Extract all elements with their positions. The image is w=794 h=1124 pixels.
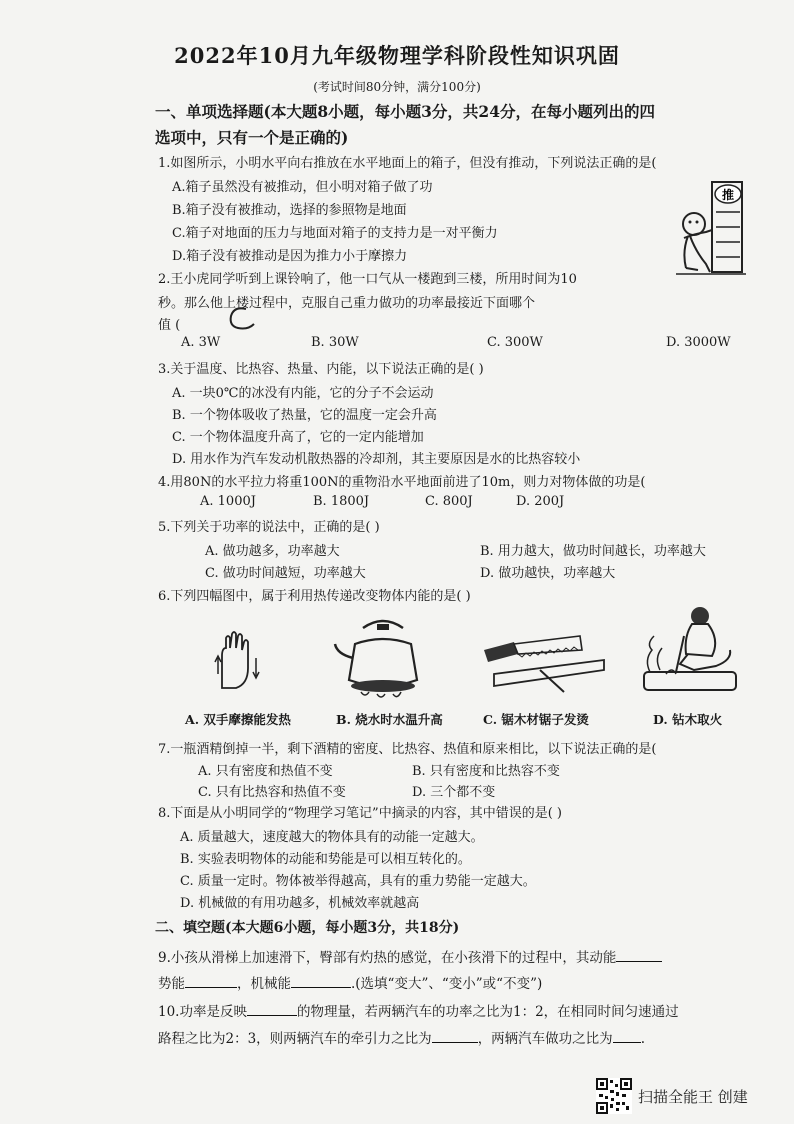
q1-option-c: C.箱子对地面的压力与地面对箱子的支持力是一对平衡力 [172,226,498,241]
q1-option-b: B.箱子没有被推动，选择的参照物是地面 [172,203,407,218]
q10-blank-force-ratio[interactable] [432,1042,478,1043]
q10-line2-text-c: . [640,1031,645,1047]
section1-heading-line2: 选项中，只有一个是正确的) [155,128,349,147]
q2-option-c: C. 300W [487,335,543,350]
q4-option-d: D. 200J [516,494,565,509]
q6-caption-a: A. 双手摩擦能发热 [185,712,291,727]
q8-option-d: D. 机械做的有用功越多，机械效率就越高 [180,896,420,911]
q5-option-d: D. 做功越快，功率越大 [480,566,616,581]
q7-stem: 7.一瓶酒精倒掉一半，剩下酒精的密度、比热容、热值和原来相比，以下说法正确的是( [158,742,657,757]
q10-line1-text-b: 的物理量，若两辆汽车的功率之比为1：2，在相同时间匀速通过 [296,1004,679,1020]
q3-option-d: D. 用水作为汽车发动机散热器的冷却剂，其主要原因是水的比热容较小 [172,452,581,467]
q9-line2-text-a: 势能 [158,976,185,992]
exam-subtitle: (考试时间80分钟，满分100分) [313,80,481,94]
q10-line1 [158,1000,679,1020]
section1-heading-line1: 一、单项选择题(本大题8小题，每小题3分，共24分，在每小题列出的四 [155,102,655,121]
q9-line2-text-c: .(选填“变大”、“变小”或“不变”) [351,976,543,992]
q9-line1 [158,946,662,966]
q10-line2-text-b: ，两辆汽车做功之比为 [477,1031,613,1047]
q3-stem: 3.关于温度、比热容、热量、内能，以下说法正确的是( ) [158,362,484,377]
handwritten-answer-mark [224,304,260,332]
q6-caption-d: D. 钻木取火 [653,712,723,727]
q2-stem-line2: 秒。那么他上楼过程中，克服自己重力做功的功率最接近下面哪个 [158,296,536,311]
q9-blank-potential[interactable] [185,987,237,988]
q1-figure-label: 推 [722,188,735,202]
q5-option-a: A. 做功越多，功率越大 [205,544,340,559]
q7-option-b: B. 只有密度和比热容不变 [412,764,560,779]
qr-code-icon [596,1078,632,1114]
q2-option-b: B. 30W [311,335,359,350]
q10-line2 [158,1027,645,1047]
q9-line2 [158,972,542,992]
q2-option-d: D. 3000W [666,335,731,350]
q6-caption-c: C. 锯木材锯子发烫 [483,712,589,727]
q10-blank-meaning[interactable] [247,1015,297,1016]
q1-push-box-figure [676,172,746,278]
q6-figure-saw-wood [480,632,606,696]
q2-stem-line3: 值 ( [158,318,181,333]
exam-title: 2022年10月九年级物理学科阶段性知识巩固 [174,43,620,68]
q4-stem: 4.用80N的水平拉力将重100N的重物沿水平地面前进了10m，则力对物体做的功是( [158,475,646,490]
q3-option-b: B. 一个物体吸收了热量，它的温度一定会升高 [172,408,437,423]
q1-option-a: A.箱子虽然没有被推动，但小明对箱子做了功 [172,180,433,195]
q2-option-a: A. 3W [181,335,221,350]
q10-line1-text-a: 10.功率是反映 [158,1004,247,1020]
q8-option-a: A. 质量越大，速度越大的物体具有的动能一定越大。 [180,830,484,845]
q1-stem: 1.如图所示，小明水平向右推放在水平地面上的箱子，但没有推动，下列说法正确的是( [158,156,657,171]
q3-option-c: C. 一个物体温度升高了，它的一定内能增加 [172,430,424,445]
q8-option-c: C. 质量一定时。物体被举得越高，具有的重力势能一定越大。 [180,874,536,889]
section2-heading: 二、填空题(本大题6小题，每小题3分，共18分) [155,920,460,936]
q5-stem: 5.下列关于功率的说法中，正确的是( ) [158,520,380,535]
scanner-watermark: 扫描全能王 创建 [638,1088,748,1106]
q4-option-b: B. 1800J [313,494,370,509]
q5-option-b: B. 用力越大，做功时间越长，功率越大 [480,544,706,559]
q10-blank-work-ratio[interactable] [613,1042,641,1043]
q9-line2-text-b: ，机械能 [237,976,291,992]
q3-option-a: A. 一块0℃的冰没有内能，它的分子不会运动 [172,386,434,401]
q7-option-d: D. 三个都不变 [412,785,496,800]
q5-option-c: C. 做功时间越短，功率越大 [205,566,366,581]
q6-figure-hands-rubbing [212,628,264,692]
q9-blank-mechanical[interactable] [291,987,351,988]
q7-option-a: A. 只有密度和热值不变 [198,764,333,779]
q6-stem: 6.下列四幅图中，属于利用热传递改变物体内能的是( ) [158,589,471,604]
q8-stem: 8.下面是从小明同学的“物理学习笔记”中摘录的内容，其中错误的是( ) [158,806,562,821]
q6-figure-drill-fire [636,600,742,700]
q4-option-c: C. 800J [425,494,473,509]
q9-line1-text: 9.小孩从滑梯上加速滑下，臀部有灼热的感觉，在小孩滑下的过程中，其动能 [158,950,617,966]
q4-option-a: A. 1000J [200,494,256,509]
q9-blank-kinetic[interactable] [616,961,662,962]
q2-stem-line1: 2.王小虎同学听到上课铃响了，他一口气从一楼跑到三楼，所用时间为10 [158,272,577,287]
q10-line2-text-a: 路程之比为2：3，则两辆汽车的牵引力之比为 [158,1031,432,1047]
q6-figure-kettle [333,614,433,700]
q1-option-d: D.箱子没有被推动是因为推力小于摩擦力 [172,249,408,264]
q6-caption-b: B. 烧水时水温升高 [336,712,443,727]
q7-option-c: C. 只有比热容和热值不变 [198,785,346,800]
q8-option-b: B. 实验表明物体的动能和势能是可以相互转化的。 [180,852,471,867]
